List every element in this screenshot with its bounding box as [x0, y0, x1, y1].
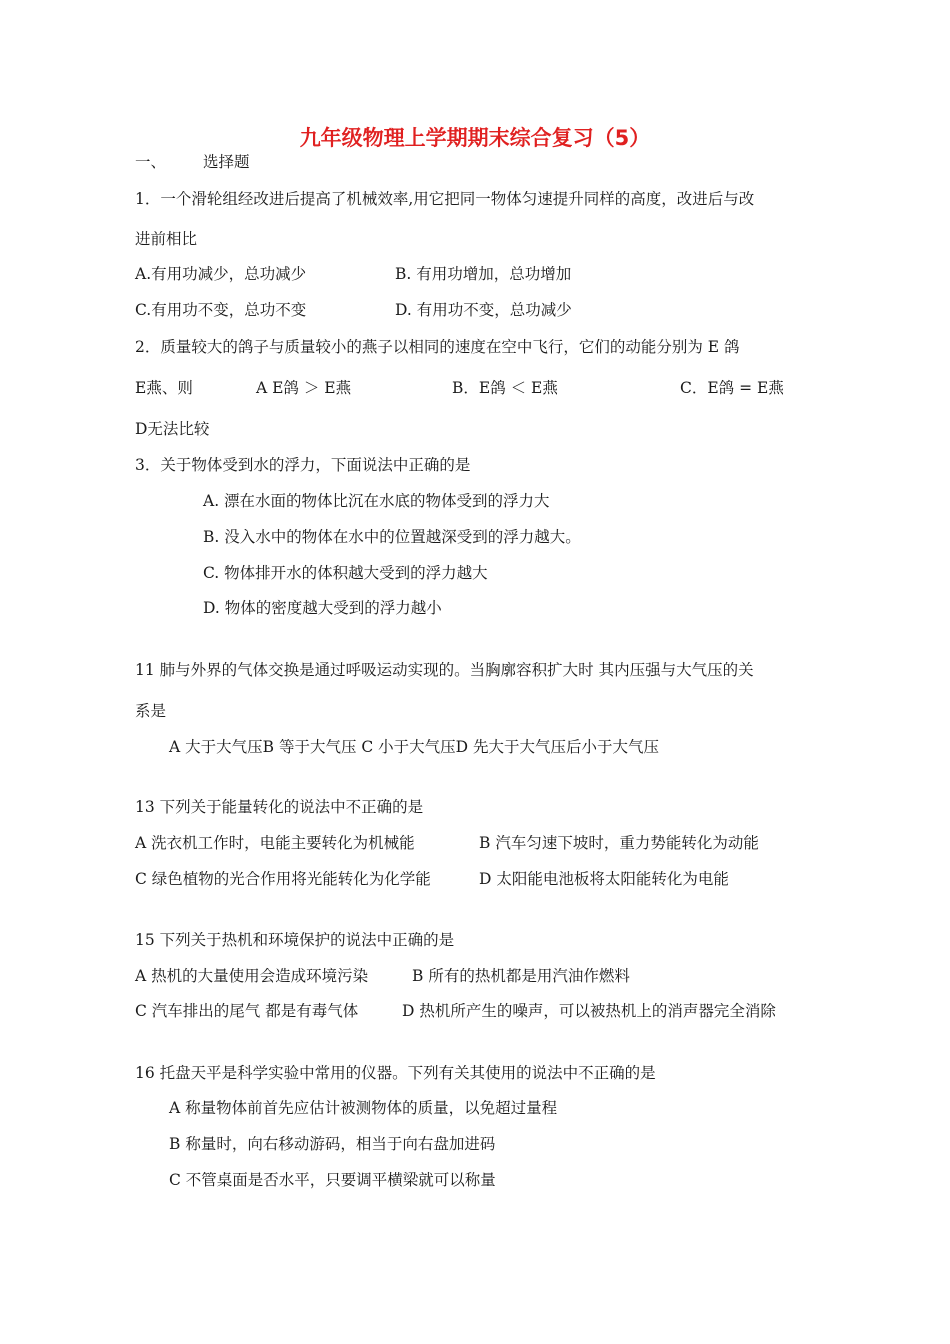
option-c: C.有用功不变，总功不变: [135, 301, 307, 319]
section-number: 一、: [135, 153, 167, 171]
option-a: A 热机的大量使用会造成环境污染: [135, 967, 369, 985]
option-a: A. 漂在水面的物体比沉在水底的物体受到的浮力大: [203, 492, 550, 510]
options-line: A 大于大气压B 等于大气压 C 小于大气压D 先大于大气压后小于大气压: [169, 738, 660, 756]
question-text: 2．质量较大的鸽子与质量较小的燕子以相同的速度在空中飞行，它们的动能分别为 E 鸽: [135, 338, 740, 356]
option-a: A 洗衣机工作时，电能主要转化为机械能: [135, 834, 415, 852]
option-c: C 绿色植物的光合作用将光能转化为化学能: [135, 870, 431, 888]
option-b: B. 有用功增加，总功增加: [395, 265, 572, 283]
section-heading: 选择题: [203, 153, 250, 171]
option-d: D. 物体的密度越大受到的浮力越小: [203, 599, 442, 617]
question-text-continued: 系是: [135, 702, 167, 720]
question-text: 13 下列关于能量转化的说法中不正确的是: [135, 798, 424, 816]
option-d: D 太阳能电池板将太阳能转化为电能: [479, 870, 729, 888]
option-c: C．E鸽 = E燕: [680, 379, 784, 397]
option-d: D 热机所产生的噪声，可以被热机上的消声器完全消除: [402, 1002, 776, 1020]
option-a: A.有用功减少，总功减少: [135, 265, 307, 283]
option-a: A 称量物体前首先应估计被测物体的质量，以免超过量程: [169, 1099, 558, 1117]
page-title: 九年级物理上学期期末综合复习（5）: [299, 126, 651, 150]
option-d: D无法比较: [135, 420, 210, 438]
question-text-continued: E燕、则: [135, 379, 193, 397]
option-b: B. 没入水中的物体在水中的位置越深受到的浮力越大。: [203, 528, 581, 546]
question-text: 11 肺与外界的气体交换是通过呼吸运动实现的。当胸廓容积扩大时 其内压强与大气压的关: [135, 661, 754, 679]
option-b: B 称量时，向右移动游码，相当于向右盘加进码: [169, 1135, 496, 1153]
question-text: 3．关于物体受到水的浮力，下面说法中正确的是: [135, 456, 471, 474]
option-c: C 汽车排出的尾气 都是有毒气体: [135, 1002, 359, 1020]
option-b: B 所有的热机都是用汽油作燃料: [412, 967, 630, 985]
option-c: C. 物体排开水的体积越大受到的浮力越大: [203, 564, 488, 582]
option-b: B 汽车匀速下坡时，重力势能转化为动能: [479, 834, 759, 852]
option-d: D. 有用功不变，总功减少: [395, 301, 572, 319]
question-text: 16 托盘天平是科学实验中常用的仪器。下列有关其使用的说法中不正确的是: [135, 1064, 656, 1082]
option-c: C 不管桌面是否水平，只要调平横梁就可以称量: [169, 1171, 496, 1189]
option-b: B．E鸽 ＜ E燕: [452, 379, 558, 397]
option-a: A E鸽 ＞ E燕: [256, 379, 352, 397]
question-text-continued: 进前相比: [135, 230, 198, 248]
question-text: 1．一个滑轮组经改进后提高了机械效率,用它把同一物体匀速提升同样的高度，改进后与改: [135, 190, 755, 208]
question-text: 15 下列关于热机和环境保护的说法中正确的是: [135, 931, 455, 949]
